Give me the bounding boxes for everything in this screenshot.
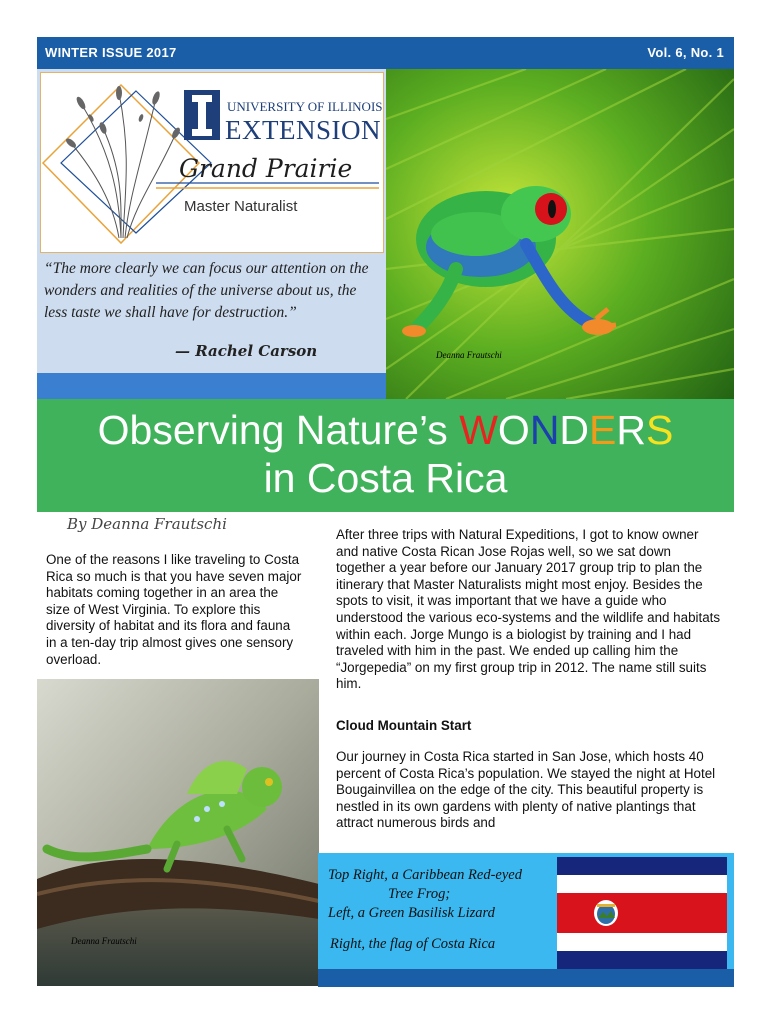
title-line-2: in Costa Rica	[263, 455, 508, 501]
costa-rica-flag	[557, 857, 727, 969]
article-paragraph-1: After three trips with Natural Expeditions, I got to know owner and native Costa Rican Jose Rojas well, so we sat down together a year before our January 2017 group trip to plan the itinerary that Master Naturalists might most enjoy. Besides the spots to visit, it was important that we have a guide who understood the various eco-systems and the wildlife and habitats within each. Jorge Mungo is a biologist by training and I had traveled with him in the past. We ended up calling him the “Jorgepedia” on my first group trip in 2012. The name still suits him.	[336, 527, 721, 692]
title-wonders	[459, 407, 673, 453]
green-basilisk-lizard-photo	[37, 679, 319, 986]
wonders-letter: D	[559, 407, 590, 453]
section-subhead: Cloud Mountain Start	[336, 718, 472, 733]
volume-label: Vol. 6, No. 1	[647, 45, 724, 60]
frog-photo-credit: Deanna Frautschi	[436, 350, 502, 360]
wonders-letter: E	[589, 407, 617, 453]
caption-line-3: Left, a Green Basilisk Lizard	[328, 905, 495, 921]
quote-author: — Rachel Carson	[175, 342, 318, 360]
caption-line-2: Tree Frog;	[388, 886, 451, 902]
masthead-accent-strip	[37, 373, 386, 399]
caption-bottom-strip	[318, 969, 734, 987]
byline: By Deanna Frautschi	[67, 515, 227, 533]
university-text: UNIVERSITY OF ILLINOIS	[227, 99, 383, 114]
red-eyed-tree-frog-photo	[386, 69, 734, 399]
title-line-1	[37, 407, 734, 453]
caption-line-1: Top Right, a Caribbean Red-eyed	[328, 867, 522, 883]
caption-line-4: Right, the flag of Costa Rica	[330, 936, 496, 952]
quote-text: “The more clearly we can focus our attention on the wonders and realities of the universe about us, the less taste we shall have for destruction.”	[44, 260, 369, 321]
wonders-letter: N	[529, 407, 560, 453]
wonders-letter: S	[646, 407, 674, 453]
master-naturalist-text: Master Naturalist	[184, 198, 298, 215]
issue-header-bar	[37, 37, 734, 69]
title-band	[37, 399, 734, 512]
lizard-photo-credit: Deanna Frautschi	[71, 936, 137, 946]
article-paragraph-2: Our journey in Costa Rica started in San Jose, which hosts 40 percent of Costa Rica’s population. We stayed the night at Hotel Bougainvillea on the edge of the city. This beautiful property is nestled in its own gardens with plenty of native plantings that attract numerous birds and	[336, 749, 716, 831]
coat-of-arms-icon	[594, 900, 618, 926]
title-part1: Observing Nature’s	[97, 407, 460, 453]
intro-paragraph: One of the reasons I like traveling to Costa Rica so much is that you have seven major habitats coming together in an area the size of West Virginia. To explore this diversity of habitat and its flora and fauna in a ten-day trip almost gives one sensory overload.	[46, 552, 302, 667]
logo-box	[40, 72, 384, 253]
wonders-letter: O	[497, 407, 530, 453]
wonders-letter: W	[459, 407, 498, 453]
photo-caption	[328, 866, 543, 923]
extension-text: EXTENSION	[225, 115, 381, 145]
issue-label: WINTER ISSUE 2017	[45, 45, 177, 60]
grand-prairie-text: Grand Prairie	[179, 154, 353, 183]
grand-prairie-logo	[41, 73, 383, 252]
wonders-letter: R	[616, 407, 646, 453]
